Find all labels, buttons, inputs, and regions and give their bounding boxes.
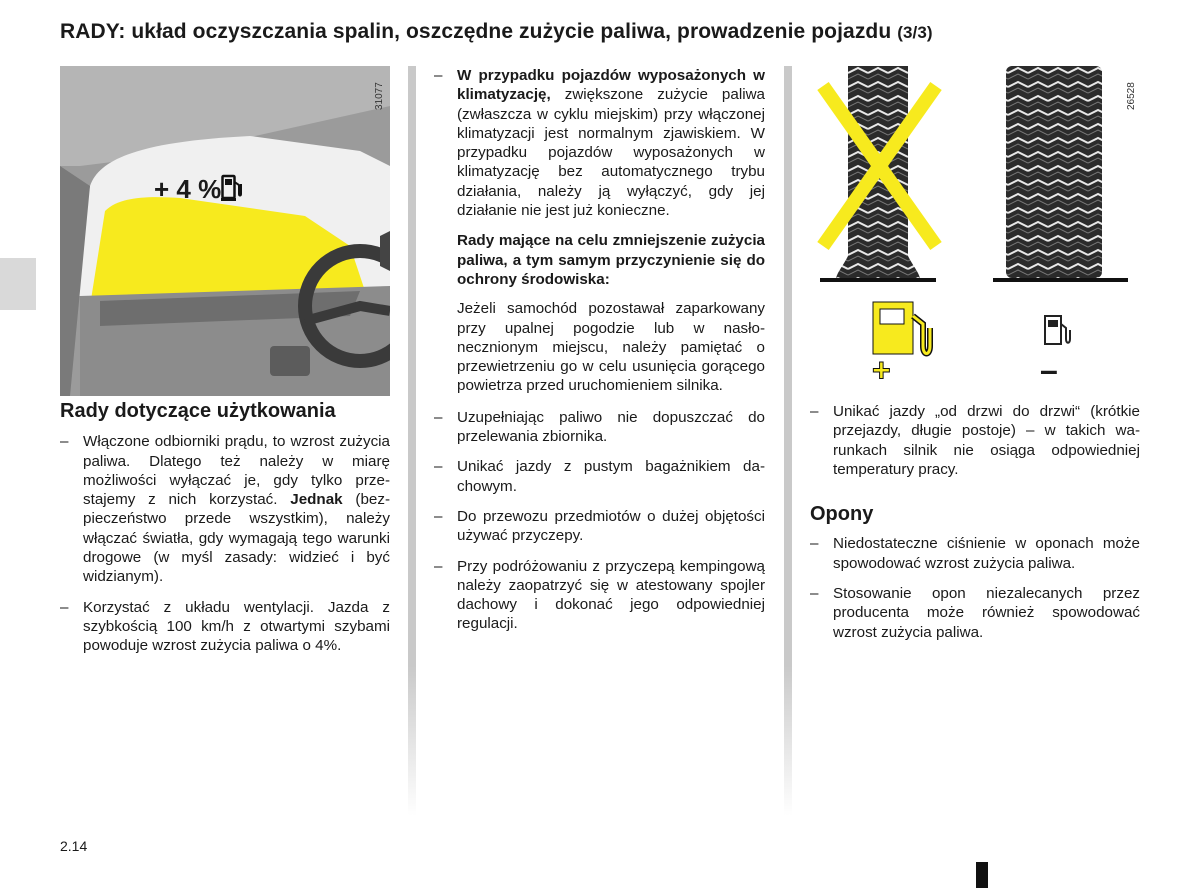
consumption-increase-label: + 4 % (154, 174, 222, 204)
chapter-tab (0, 258, 36, 310)
column-divider-2 (784, 66, 792, 816)
section-heading-tyres: Opony (810, 503, 874, 526)
list-item: – Włączone odbiorniki prądu, to wzrost zużycia paliwa. Dlatego też należy w miarę możliwości wyłączać je, gdy tylko przestajemy z nich korzystać. Jednak (bezpieczeństwo przede wszystkim), należy włączać światła, gdy wymagają tego warunki drogowe (w myśl zasady: widzieć i być widzianym). (60, 433, 390, 586)
page-title: RADY: układ oczyszczania spalin, oszczędne zużycie paliwa, prowadzenie pojazdu (3/3) (60, 20, 933, 43)
page-title-suffix: (3/3) (897, 23, 933, 42)
section-heading-usage: Rady dotyczące użytkowania (60, 400, 336, 422)
car-window-figure (60, 66, 390, 396)
figure-number-31077: 31077 (374, 82, 385, 110)
list-item: – Uzupełniając paliwo nie dopuszczać do przelewania zbiornika. (434, 408, 765, 446)
fuel-pump-icon (221, 174, 243, 202)
column-2 (434, 66, 765, 645)
list-item: – Unikać jazdy z pustym bagażnikiem dachowym. (434, 458, 765, 495)
list-item: – Korzystać z układu wentylacji. Jazda z szybkością 100 km/h z otwartymi szybami powoduje wzrost zużycia paliwa o 4%. (60, 598, 390, 655)
fuel-pump-icon (1045, 316, 1070, 344)
tyre-illustration (808, 66, 1140, 396)
list-item: – Stosowanie opon niezalecanych przez producenta może również spowodować wzrost zużycia paliwa. (810, 585, 1140, 641)
parking-paragraph: Jeżeli samochód pozostawał zaparkowany przy upalnej pogodzie lub w nasłonecznionym miejscu, należy pamiętać o przewietrzeniu go w celu usunięcia gorącego powietrza przed uruchomieniem silnika. (457, 300, 765, 395)
figure-number-26528: 26528 (1126, 82, 1137, 110)
fuel-pump-icon (873, 302, 930, 354)
list-item: – Niedostateczne ciśnienie w oponach może spowodować wzrost zużycia paliwa. (810, 535, 1140, 572)
car-window-illustration (60, 66, 390, 396)
minus-sign: – (1040, 352, 1058, 388)
list-item: – Przy podróżowaniu z przyczepą kempingową należy zaopatrzyć się w atestowany spojler dachowy i dokonać jego odpowiedniej regulacji. (434, 557, 765, 633)
column-3 (810, 402, 1140, 653)
list-item: – Unikać jazdy „od drzwi do drzwi“ (krótkie przejazdy, długie postoje) – w takich warunkach silnik nie osiąga odpowiedniej temperatury pracy. (810, 403, 1140, 478)
list-item-air-conditioning: – W przypadku pojazdów wyposażonych w klimatyzację, zwiększone zużycie paliwa (zwłaszcza w cyklu miejskim) przy włączonej klimatyzacji jest normalnym zjawiskiem. W przypadku pojazdów wyposażonych w klimatyzację bez automatycznego trybu działania, należy ją wyłączyć, gdy jej działanie nie jest już konieczne. (434, 67, 765, 220)
advice-heading: Rady mające na celu zmniejszenie zużycia paliwa, a tym samym przyczynienie się do ochrony środowiska: (457, 232, 765, 288)
tyre-figure (808, 66, 1140, 396)
column-1 (60, 402, 390, 667)
column-divider-1 (408, 66, 416, 816)
list-item: – Do przewozu przedmiotów o dużej objętości używać przyczepy. (434, 507, 765, 545)
page-edge-marker (976, 862, 988, 888)
plus-sign: + (872, 352, 891, 388)
page-number: 2.14 (60, 838, 88, 854)
